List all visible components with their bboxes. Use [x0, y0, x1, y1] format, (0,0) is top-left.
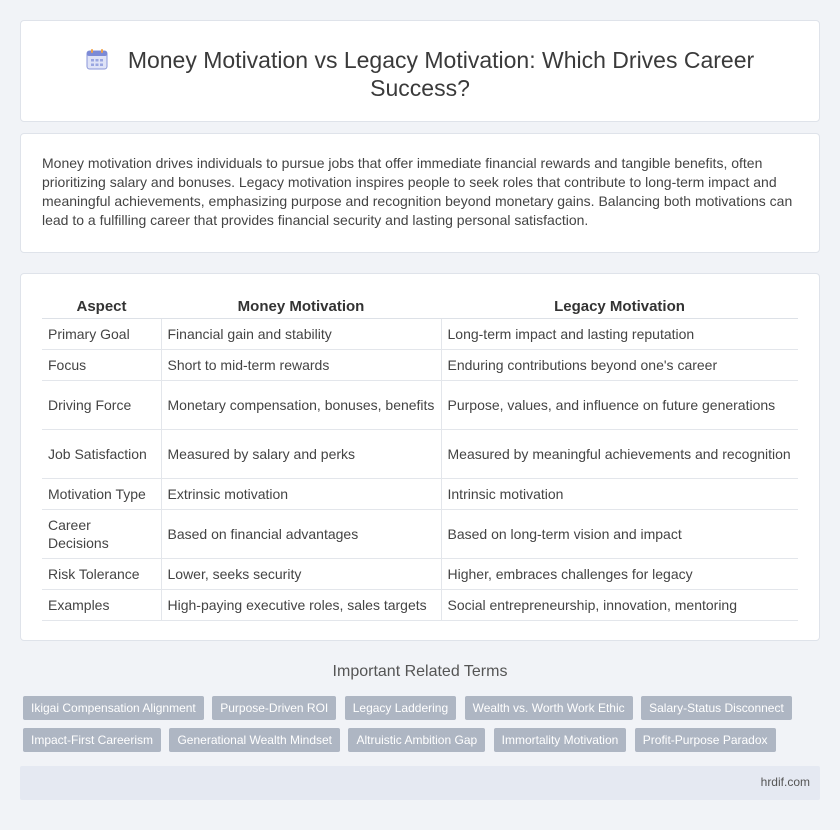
- row-legacy: Purpose, values, and influence on future generations: [441, 380, 798, 429]
- header-money-motivation: Money Motivation: [161, 294, 441, 318]
- table-row: [42, 509, 798, 558]
- comparison-card: [20, 273, 820, 641]
- row-aspect: Motivation Type: [42, 478, 161, 509]
- row-money: Extrinsic motivation: [161, 478, 441, 509]
- row-money: Financial gain and stability: [161, 318, 441, 349]
- footer-site-link[interactable]: hrdif.com: [760, 775, 810, 789]
- table-row: [42, 558, 798, 589]
- row-legacy: Higher, embraces challenges for legacy: [441, 558, 798, 589]
- related-term-tag[interactable]: Profit-Purpose Paradox: [635, 728, 776, 752]
- row-legacy: Based on long-term vision and impact: [441, 509, 798, 558]
- table-row: [42, 478, 798, 509]
- related-term-tag[interactable]: Ikigai Compensation Alignment: [23, 696, 204, 720]
- footer: [20, 766, 820, 800]
- row-aspect: Driving Force: [42, 380, 161, 429]
- tag-row: [23, 728, 813, 760]
- row-legacy: Long-term impact and lasting reputation: [441, 318, 798, 349]
- header-legacy-motivation: Legacy Motivation: [441, 294, 798, 318]
- row-aspect: Job Satisfaction: [42, 429, 161, 478]
- row-legacy: Social entrepreneurship, innovation, mentoring: [441, 589, 798, 620]
- row-legacy: Enduring contributions beyond one's career: [441, 349, 798, 380]
- row-money: Measured by salary and perks: [161, 429, 441, 478]
- table-row: [42, 349, 798, 380]
- related-term-tag[interactable]: Generational Wealth Mindset: [169, 728, 340, 752]
- row-aspect: Focus: [42, 349, 161, 380]
- comparison-table: [42, 294, 798, 621]
- related-term-tag[interactable]: Purpose-Driven ROI: [212, 696, 336, 720]
- related-term-tag[interactable]: Wealth vs. Worth Work Ethic: [465, 696, 633, 720]
- row-legacy: Measured by meaningful achievements and recognition: [441, 429, 798, 478]
- related-term-tag[interactable]: Salary-Status Disconnect: [641, 696, 792, 720]
- tag-row: [23, 696, 813, 728]
- page-title: [21, 46, 819, 102]
- row-money: High-paying executive roles, sales targets: [161, 589, 441, 620]
- row-aspect: Career Decisions: [42, 509, 161, 558]
- row-legacy: Intrinsic motivation: [441, 478, 798, 509]
- row-money: Monetary compensation, bonuses, benefits: [161, 380, 441, 429]
- related-terms-list: [23, 696, 813, 760]
- row-aspect: Risk Tolerance: [42, 558, 161, 589]
- title-card: [20, 20, 820, 122]
- intro-card: [20, 133, 820, 253]
- table-header-row: [42, 294, 798, 318]
- page-title-text: Money Motivation vs Legacy Motivation: Which Drives Career Success?: [127, 47, 755, 101]
- calendar-icon: [86, 48, 108, 70]
- table-row: [42, 380, 798, 429]
- row-aspect: Examples: [42, 589, 161, 620]
- related-term-tag[interactable]: Immortality Motivation: [494, 728, 627, 752]
- related-term-tag[interactable]: Impact-First Careerism: [23, 728, 161, 752]
- related-term-tag[interactable]: Altruistic Ambition Gap: [348, 728, 485, 752]
- table-row: [42, 589, 798, 620]
- row-aspect: Primary Goal: [42, 318, 161, 349]
- related-term-tag[interactable]: Legacy Laddering: [345, 696, 456, 720]
- row-money: Lower, seeks security: [161, 558, 441, 589]
- table-row: [42, 318, 798, 349]
- intro-paragraph: Money motivation drives individuals to pursue jobs that offer immediate financial rewards and tangible benefits, often prioritizing salary and bonuses. Legacy motivation inspires people to seek roles that contribute to long-term impact and meaningful achievements, emphasizing purpose and recognition beyond monetary gains. Balancing both motivations can lead to a fulfilling career that provides financial security and lasting personal satisfaction.: [42, 155, 793, 228]
- related-terms-heading: Important Related Terms: [332, 663, 508, 680]
- header-aspect: Aspect: [42, 294, 161, 318]
- row-money: Based on financial advantages: [161, 509, 441, 558]
- table-row: [42, 429, 798, 478]
- row-money: Short to mid-term rewards: [161, 349, 441, 380]
